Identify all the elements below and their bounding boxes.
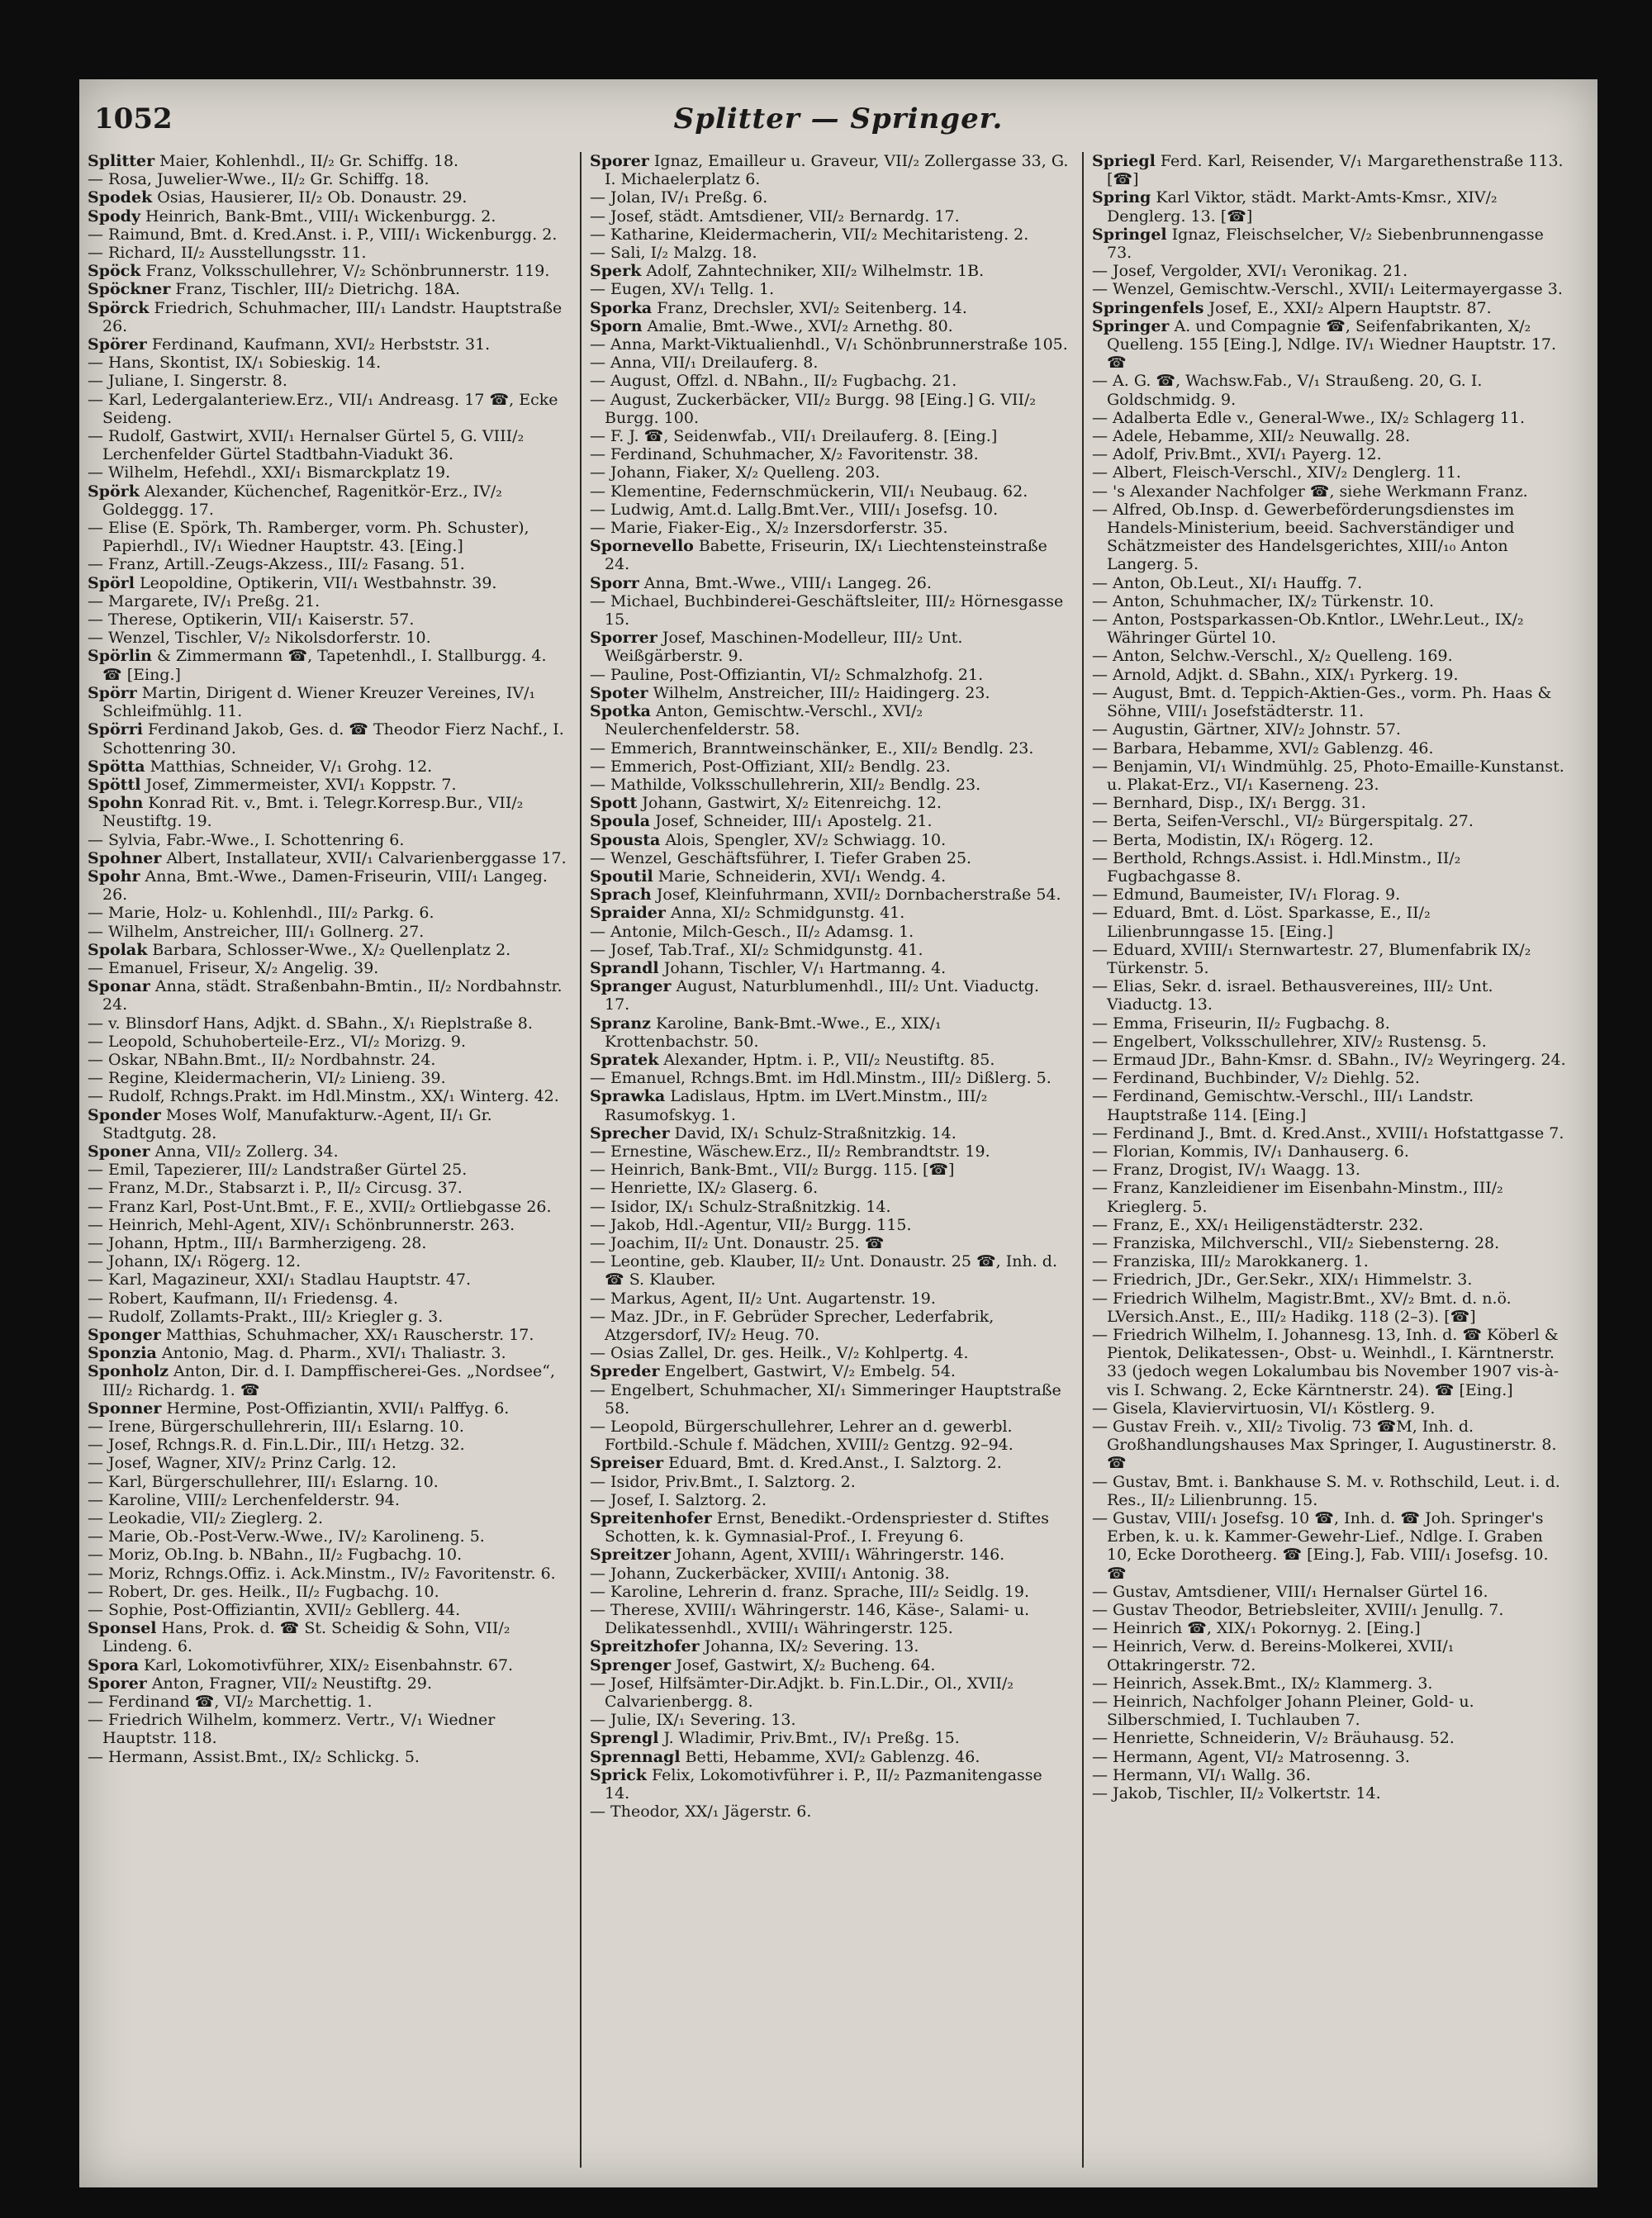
directory-entry: Spring Karl Viktor, städt. Markt-Amts-Kmsr., XIV/₂ Denglerg. 13. [☎] <box>1092 188 1498 226</box>
directory-entry: — Katharine, Kleidermacherin, VII/₂ Mechitaristeng. 2. <box>590 225 1029 244</box>
directory-entry: — Theodor, XX/₁ Jägerstr. 6. <box>590 1802 812 1821</box>
directory-entry: — Emmerich, Post-Offiziant, XII/₂ Bendlg. 23. <box>590 757 951 776</box>
directory-entry: — Heinrich ☎, XIX/₁ Pokornyg. 2. [Eing.] <box>1092 1619 1421 1638</box>
directory-entry: — Karoline, VIII/₂ Lerchenfelderstr. 94. <box>88 1490 400 1509</box>
directory-entry: — Josef, Vergolder, XVI/₁ Veronikag. 21. <box>1092 262 1408 281</box>
directory-entry: — Eduard, XVIII/₁ Sternwartestr. 27, Blumenfabrik IX/₂ Türkenstr. 5. <box>1092 940 1531 977</box>
directory-entry: Spohr Anna, Bmt.-Wwe., Damen-Friseurin, VIII/₁ Langeg. 26. <box>88 867 548 905</box>
directory-entry: — Karoline, Lehrerin d. franz. Sprache, III/₂ Seidlg. 19. <box>590 1582 1030 1601</box>
directory-entry: — A. G. ☎, Wachsw.Fab., V/₁ Straußeng. 20, G. I. Goldschmidg. 9. <box>1092 372 1483 409</box>
directory-entry: Spörer Ferdinand, Kaufmann, XVI/₂ Herbststr. 31. <box>88 335 491 354</box>
directory-entry: — Maz. JDr., in F. Gebrüder Sprecher, Lederfabrik, Atzgersdorf, IV/₂ Heug. 70. <box>590 1307 995 1344</box>
directory-entry: — Barbara, Hebamme, XVI/₂ Gablenzg. 46. <box>1092 739 1434 758</box>
directory-entry: — Friedrich Wilhelm, I. Johannesg. 13, Inh. d. ☎ Köberl & Pientok, Delikatessen-, Obst- u. Weinhdl., I. Kärntnerstr. 33 (jedoch wegen Lokalumbau bis November 1907 vis-à-vis I. Schwang. 2, Ecke Kärntnerstr. 24). ☎ [Eing.] <box>1092 1326 1559 1399</box>
directory-entry: — v. Blinsdorf Hans, Adjkt. d. SBahn., X/₁ Rieplstraße 8. <box>88 1014 533 1033</box>
directory-column-1 <box>88 152 567 2168</box>
directory-entry: — Regine, Kleidermacherin, VI/₂ Linieng. 39. <box>88 1069 446 1088</box>
directory-entry: — Robert, Kaufmann, II/₁ Friedensg. 4. <box>88 1289 399 1308</box>
directory-entry: — Rudolf, Zollamts-Prakt., III/₂ Kriegler g. 3. <box>88 1307 444 1326</box>
directory-entry: Spreitzer Johann, Agent, XVIII/₁ Währingerstr. 146. <box>590 1546 1005 1565</box>
directory-entry: — Gustav, VIII/₁ Josefsg. 10 ☎, Inh. d. ☎ Joh. Springer's Erben, k. u. k. Kammer-Gewehr-Lief., Ndlge. I. Graben 10, Ecke Dorotheerg. ☎ [Eing.], Fab. VIII/₁ Josefsg. 10. ☎ <box>1092 1509 1549 1583</box>
directory-entry: — Johann, IX/₁ Rögerg. 12. <box>88 1252 301 1271</box>
directory-entry: Spoutil Marie, Schneiderin, XVI/₁ Wendg. 4. <box>590 867 947 886</box>
directory-entry: — Elias, Sekr. d. israel. Bethausvereines, III/₂ Unt. Viaductg. 13. <box>1092 977 1493 1014</box>
directory-entry: — Eugen, XV/₁ Tellg. 1. <box>590 280 775 299</box>
directory-entry: — Heinrich, Assek.Bmt., IX/₂ Klammerg. 3. <box>1092 1674 1433 1693</box>
directory-entry: — Wilhelm, Hefehdl., XXI/₁ Bismarckplatz 19. <box>88 463 451 482</box>
directory-entry: Spötta Matthias, Schneider, V/₁ Grohg. 12. <box>88 757 433 776</box>
directory-entry: — Heinrich, Nachfolger Johann Pleiner, Gold- u. Silberschmied, I. Tuchlauben 7. <box>1092 1693 1474 1730</box>
directory-entry: Sponholz Anton, Dir. d. I. Dampffischerei-Ges. „Nordsee“, III/₂ Richardg. 1. ☎ <box>88 1362 556 1399</box>
directory-entry: Spörck Friedrich, Schuhmacher, III/₁ Landstr. Hauptstraße 26. <box>88 298 563 335</box>
directory-entry: — Franziska, III/₂ Marokkanerg. 1. <box>1092 1252 1369 1271</box>
directory-entry: Spriegl Ferd. Karl, Reisender, V/₁ Margarethenstraße 113. [☎] <box>1092 152 1564 189</box>
directory-entry: — Karl, Magazineur, XXI/₁ Stadlau Hauptstr. 47. <box>88 1270 471 1289</box>
directory-entry: — Anna, VII/₁ Dreilauferg. 8. <box>590 354 819 373</box>
directory-entry: — Emanuel, Rchngs.Bmt. im Hdl.Minstm., III/₂ Dißlerg. 5. <box>590 1069 1051 1088</box>
directory-entry: — Anton, Ob.Leut., XI/₁ Hauffg. 7. <box>1092 573 1363 592</box>
directory-entry: — Adele, Hebamme, XII/₂ Neuwallg. 28. <box>1092 427 1411 446</box>
directory-entry: Spörl Leopoldine, Optikerin, VII/₁ Westbahnstr. 39. <box>88 573 497 592</box>
directory-entry: — Albert, Fleisch-Verschl., XIV/₂ Denglerg. 11. <box>1092 463 1461 482</box>
directory-entry: — Gustav Freih. v., XII/₂ Tivolig. 73 ☎M, Inh. d. Großhandlungshauses Max Springer, I. Augustinerstr. 8. ☎ <box>1092 1418 1557 1473</box>
directory-entry: — Anna, Markt-Viktualienhdl., V/₁ Schönbrunnerstraße 105. <box>590 335 1068 354</box>
directory-entry: — Ernestine, Wäschew.Erz., II/₂ Rembrandtstr. 19. <box>590 1142 990 1161</box>
directory-entry: — Juliane, I. Singerstr. 8. <box>88 372 287 391</box>
directory-entry: — Leokadie, VII/₂ Zieglerg. 2. <box>88 1509 323 1528</box>
directory-entry: Spranger August, Naturblumenhdl., III/₂ Unt. Viaductg. 17. <box>590 977 1040 1014</box>
directory-entry: — Heinrich, Verw. d. Bereins-Molkerei, XVII/₁ Ottakringerstr. 72. <box>1092 1637 1455 1674</box>
directory-entry: — Marie, Holz- u. Kohlenhdl., III/₂ Parkg. 6. <box>88 904 434 923</box>
directory-entry: Springenfels Josef, E., XXI/₂ Alpern Hauptstr. 87. <box>1092 298 1492 317</box>
directory-entry: — Oskar, NBahn.Bmt., II/₂ Nordbahnstr. 24. <box>88 1050 436 1069</box>
directory-entry: — Emma, Friseurin, II/₂ Fugbachg. 8. <box>1092 1014 1390 1033</box>
directory-entry: — Emil, Tapezierer, III/₂ Landstraßer Gürtel 25. <box>88 1161 468 1180</box>
directory-entry: — Joachim, II/₂ Unt. Donaustr. 25. ☎ <box>590 1233 885 1252</box>
directory-entry: — Anton, Postsparkassen-Ob.Kntlor., LWehr.Leut., IX/₂ Währinger Gürtel 10. <box>1092 610 1524 648</box>
directory-entry: Sprengl J. Wladimir, Priv.Bmt., IV/₁ Preßg. 15. <box>590 1729 960 1748</box>
directory-entry: — Friedrich, JDr., Ger.Sekr., XIX/₁ Himmelstr. 3. <box>1092 1270 1473 1289</box>
directory-entry: — Rosa, Juwelier-Wwe., II/₂ Gr. Schiffg. 18. <box>88 170 430 189</box>
directory-entry: Spraider Anna, XI/₂ Schmidgunstg. 41. <box>590 904 905 923</box>
directory-entry: — Mathilde, Volksschullehrerin, XII/₂ Bendlg. 23. <box>590 775 981 794</box>
directory-entry: — Leontine, geb. Klauber, II/₂ Unt. Donaustr. 25 ☎, Inh. d. ☎ S. Klauber. <box>590 1252 1058 1289</box>
directory-entry: Spratek Alexander, Hptm. i. P., VII/₂ Neustiftg. 85. <box>590 1050 995 1069</box>
directory-entry: — Johann, Fiaker, X/₂ Quelleng. 203. <box>590 463 881 482</box>
directory-column-2 <box>590 152 1069 2168</box>
directory-entry: — Sali, I/₂ Malzg. 18. <box>590 244 757 263</box>
directory-entry: — Jakob, Hdl.-Agentur, VII/₂ Burgg. 115. <box>590 1215 912 1234</box>
directory-entry: — Rudolf, Gastwirt, XVII/₁ Hernalser Gürtel 5, G. VIII/₂ Lerchenfelder Gürtel Stadtbahn-Viadukt 36. <box>88 427 525 464</box>
directory-entry: — Franz, Kanzleidiener im Eisenbahn-Minstm., III/₂ Krieglerg. 5. <box>1092 1179 1503 1216</box>
directory-entry: Spolak Barbara, Schlosser-Wwe., X/₂ Quellenplatz 2. <box>88 940 511 959</box>
directory-entry: — Heinrich, Bank-Bmt., VII/₂ Burgg. 115. [☎] <box>590 1161 955 1180</box>
directory-entry: — Rudolf, Rchngs.Prakt. im Hdl.Minstm., XX/₁ Winterg. 42. <box>88 1087 559 1106</box>
directory-entry: — Therese, Optikerin, VII/₁ Kaiserstr. 57. <box>88 610 415 629</box>
directory-entry: — Irene, Bürgerschullehrerin, III/₁ Eslarng. 10. <box>88 1418 464 1437</box>
column-divider <box>580 152 582 2168</box>
directory-entry: — Pauline, Post-Offiziantin, VI/₂ Schmalzhofg. 21. <box>590 665 984 684</box>
directory-entry: Sponner Hermine, Post-Offiziantin, XVII/₁ Palffyg. 6. <box>88 1399 510 1418</box>
directory-entry: — Florian, Kommis, IV/₁ Danhauserg. 6. <box>1092 1142 1409 1161</box>
directory-entry: — Berthold, Rchngs.Assist. i. Hdl.Minstm., II/₂ Fugbachgasse 8. <box>1092 848 1461 886</box>
directory-entry: Splitter Maier, Kohlenhdl., II/₂ Gr. Schiffg. 18. <box>88 152 459 170</box>
directory-entry: — Hans, Skontist, IX/₁ Sobieskig. 14. <box>88 354 382 373</box>
directory-entry: — Robert, Dr. ges. Heilk., II/₂ Fugbachg. 10. <box>88 1582 439 1601</box>
directory-entry: — Jolan, IV/₁ Preßg. 6. <box>590 188 768 207</box>
directory-entry: Spornevello Babette, Friseurin, IX/₁ Liechtensteinstraße 24. <box>590 537 1047 574</box>
directory-entry: — Ferdinand J., Bmt. d. Kred.Anst., XVIII/₁ Hofstattgasse 7. <box>1092 1123 1564 1142</box>
directory-entry: — Moriz, Ob.Ing. b. NBahn., II/₂ Fugbachg. 10. <box>88 1546 463 1565</box>
directory-entry: — Marie, Fiaker-Eig., X/₂ Inzersdorferstr. 35. <box>590 519 948 538</box>
directory-column-3 <box>1092 152 1571 2168</box>
directory-entry: — Anton, Selchw.-Verschl., X/₂ Quelleng. 169. <box>1092 647 1453 666</box>
directory-entry: Sprick Felix, Lokomotivführer i. P., II/₂ Pazmanitengasse 14. <box>590 1765 1042 1803</box>
directory-entry: — Berta, Seifen-Verschl., VI/₂ Bürgerspitalg. 27. <box>1092 812 1474 831</box>
directory-entry: — Richard, II/₂ Ausstellungsstr. 11. <box>88 244 367 263</box>
directory-entry: Springel Ignaz, Fleischselcher, V/₂ Siebenbrunnengasse 73. <box>1092 225 1544 263</box>
directory-entry: — Johann, Hptm., III/₁ Barmherzigeng. 28. <box>88 1233 427 1252</box>
directory-entry: Spott Johann, Gastwirt, X/₂ Eitenreichg. 12. <box>590 794 942 813</box>
directory-entry: — Ermaud JDr., Bahn-Kmsr. d. SBahn., IV/₂ Weyringerg. 24. <box>1092 1050 1566 1069</box>
directory-entry: — Margarete, IV/₁ Preßg. 21. <box>88 591 320 610</box>
directory-entry: — Klementine, Federnschmückerin, VII/₁ Neubaug. 62. <box>590 482 1028 501</box>
directory-entry: — Karl, Bürgerschullehrer, III/₁ Eslarng. 10. <box>88 1472 439 1491</box>
directory-entry: — Michael, Buchbinderei-Geschäftsleiter, III/₂ Hörnesgasse 15. <box>590 591 1064 629</box>
directory-entry: Spreiser Eduard, Bmt. d. Kred.Anst., I. Salztorg. 2. <box>590 1454 1002 1473</box>
directory-entry: Springer A. und Compagnie ☎, Seifenfabrikanten, X/₂ Quelleng. 155 [Eing.], Ndlge. IV/₁ Wiedner Hauptstr. 17. ☎ <box>1092 316 1557 373</box>
directory-entry: — Hermann, Agent, VI/₂ Matrosenng. 3. <box>1092 1747 1410 1766</box>
directory-entry: Sporn Amalie, Bmt.-Wwe., XVI/₂ Arnethg. 80. <box>590 316 953 335</box>
directory-entry: — Josef, Rchngs.R. d. Fin.L.Dir., III/₁ Hetzg. 32. <box>88 1436 465 1455</box>
directory-entry: — Josef, städt. Amtsdiener, VII/₂ Bernardg. 17. <box>590 207 960 226</box>
directory-entry: — Josef, Wagner, XIV/₂ Prinz Carlg. 12. <box>88 1454 396 1473</box>
directory-entry: — Josef, I. Salztorg. 2. <box>590 1490 767 1509</box>
directory-entry: Sprenger Josef, Gastwirt, X/₂ Bucheng. 64. <box>590 1655 936 1674</box>
directory-entry: — Josef, Hilfsämter-Dir.Adjkt. b. Fin.L.Dir., Ol., XVII/₂ Calvarienbergg. 8. <box>590 1674 1014 1712</box>
directory-entry: — Adalberta Edle v., General-Wwe., IX/₂ Schlagerg 11. <box>1092 408 1526 427</box>
directory-entry: Sporrer Josef, Maschinen-Modelleur, III/₂ Unt. Weißgärberstr. 9. <box>590 629 963 666</box>
directory-entry: — Isidor, IX/₁ Schulz-Straßnitzkig. 14. <box>590 1197 891 1216</box>
directory-entry: — Edmund, Baumeister, IV/₁ Florag. 9. <box>1092 886 1401 905</box>
directory-entry: — Berta, Modistin, IX/₁ Rögerg. 12. <box>1092 830 1374 849</box>
directory-entry: Spoula Josef, Schneider, III/₁ Apostelg. 21. <box>590 812 933 831</box>
directory-entry: Sporka Franz, Drechsler, XVI/₂ Seitenberg. 14. <box>590 298 967 317</box>
directory-entry: — Julie, IX/₁ Severing. 13. <box>590 1711 796 1730</box>
directory-entry: — August, Offzl. d. NBahn., II/₂ Fugbachg. 21. <box>590 372 957 391</box>
directory-entry: Sporr Anna, Bmt.-Wwe., VIII/₁ Langeg. 26. <box>590 573 932 592</box>
directory-entry: — Raimund, Bmt. d. Kred.Anst. i. P., VIII/₁ Wickenburgg. 2. <box>88 225 558 244</box>
directory-entry: Spohn Konrad Rit. v., Bmt. i. Telegr.Korresp.Bur., VII/₂ Neustiftg. 19. <box>88 794 524 831</box>
directory-entry: — Henriette, Schneiderin, V/₂ Bräuhausg. 52. <box>1092 1729 1455 1748</box>
directory-entry: Spodek Osias, Hausierer, II/₂ Ob. Donaustr. 29. <box>88 188 468 207</box>
directory-entry: — Adolf, Priv.Bmt., XVI/₁ Payerg. 12. <box>1092 445 1382 464</box>
directory-entry: — Leopold, Schuhoberteile-Erz., VI/₂ Morizg. 9. <box>88 1032 467 1051</box>
directory-entry: — Franz, E., XX/₁ Heiligenstädterstr. 232. <box>1092 1215 1424 1234</box>
directory-entry: Sprach Josef, Kleinfuhrmann, XVII/₂ Dornbacherstraße 54. <box>590 886 1061 905</box>
directory-entry: Spotka Anton, Gemischtw.-Verschl., XVI/₂ Neulerchenfelderstr. 58. <box>590 702 923 739</box>
directory-entry: — Ludwig, Amt.d. Lallg.Bmt.Ver., VIII/₁ Josefsg. 10. <box>590 500 999 519</box>
directory-entry: — Johann, Zuckerbäcker, XVIII/₁ Antonig. 38. <box>590 1564 950 1583</box>
directory-entry: Spörr Martin, Dirigent d. Wiener Kreuzer Vereines, IV/₁ Schleifmühlg. 11. <box>88 683 536 721</box>
directory-entry: Sporer Ignaz, Emailleur u. Graveur, VII/₂ Zollergasse 33, G. I. Michaelerplatz 6. <box>590 152 1069 189</box>
directory-entry: Sprennagl Betti, Hebamme, XVI/₂ Gablenzg. 46. <box>590 1747 980 1766</box>
directory-page <box>79 79 1597 2187</box>
directory-entry: Sprandl Johann, Tischler, V/₁ Hartmanng. 4. <box>590 958 947 977</box>
directory-entry: — Ferdinand, Schuhmacher, X/₂ Favoritenstr. 38. <box>590 445 979 464</box>
page-number: 1052 <box>94 102 173 135</box>
directory-entry: — Anton, Schuhmacher, IX/₂ Türkenstr. 10. <box>1092 591 1435 610</box>
directory-entry: Sponzia Antonio, Mag. d. Pharm., XVI/₁ Thaliastr. 3. <box>88 1344 506 1363</box>
directory-entry: — Henriette, IX/₂ Glaserg. 6. <box>590 1179 819 1198</box>
directory-entry: — Engelbert, Schuhmacher, XI/₁ Simmeringer Hauptstraße 58. <box>590 1380 1061 1418</box>
directory-entry: Sprecher David, IX/₁ Schulz-Straßnitzkig. 14. <box>590 1123 957 1142</box>
directory-entry: — Franz, M.Dr., Stabsarzt i. P., II/₂ Circusg. 37. <box>88 1179 463 1198</box>
directory-entry: Spreitenhofer Ernst, Benedikt.-Ordenspriester d. Stiftes Schotten, k. k. Gymnasial-Prof., I. Freyung 6. <box>590 1509 1049 1546</box>
directory-entry: Sponder Moses Wolf, Manufakturw.-Agent, II/₁ Gr. Stadtgutg. 28. <box>88 1105 492 1142</box>
directory-entry: — Jakob, Tischler, II/₂ Volkertstr. 14. <box>1092 1784 1381 1803</box>
directory-entry: — Ferdinand, Gemischtw.-Verschl., III/₁ Landstr. Hauptstraße 114. [Eing.] <box>1092 1087 1474 1124</box>
directory-entry: Spörk Alexander, Küchenchef, Ragenitkör-Erz., IV/₂ Goldeggg. 17. <box>88 482 502 519</box>
directory-entry: — Benjamin, VI/₁ Windmühlg. 25, Photo-Emaille-Kunstanst. u. Plakat-Erz., VI/₁ Kaserneng. 23. <box>1092 757 1564 794</box>
directory-entry: — Franz, Drogist, IV/₁ Waagg. 13. <box>1092 1161 1360 1180</box>
directory-entry: Spohner Albert, Installateur, XVII/₁ Calvarienberggasse 17. <box>88 848 567 867</box>
directory-entry: — Hermann, Assist.Bmt., IX/₂ Schlickg. 5. <box>88 1747 420 1766</box>
directory-entry: Sponsel Hans, Prok. d. ☎ St. Scheidig & Sohn, VII/₂ Lindeng. 6. <box>88 1619 510 1656</box>
directory-entry: Sporer Anton, Fragner, VII/₂ Neustiftg. 29. <box>88 1674 432 1693</box>
directory-entry: Spreder Engelbert, Gastwirt, V/₂ Embelg. 54. <box>590 1362 956 1381</box>
directory-entry: Sponar Anna, städt. Straßenbahn-Bmtin., II/₂ Nordbahnstr. 24. <box>88 977 563 1014</box>
directory-entry: — Isidor, Priv.Bmt., I. Salztorg. 2. <box>590 1472 856 1491</box>
directory-entry: — Sylvia, Fabr.-Wwe., I. Schottenring 6. <box>88 830 405 849</box>
directory-entry: — F. J. ☎, Seidenwfab., VII/₁ Dreilauferg. 8. [Eing.] <box>590 427 998 446</box>
directory-entry: Spörri Ferdinand Jakob, Ges. d. ☎ Theodor Fierz Nachf., I. Schottenring 30. <box>88 720 564 758</box>
directory-entry: — Heinrich, Mehl-Agent, XIV/₁ Schönbrunnerstr. 263. <box>88 1215 515 1234</box>
directory-entry: Spöttl Josef, Zimmermeister, XVI/₁ Koppstr. 7. <box>88 775 457 794</box>
directory-entry: — Alfred, Ob.Insp. d. Gewerbeförderungsdienstes im Handels-Ministerium, beeid. Sachverständiger und Schätzmeister des Handelsgerichtes, XIII/₁₀ Anton Langerg. 5. <box>1092 500 1515 574</box>
directory-entry: — Engelbert, Volksschullehrer, XIV/₂ Rustensg. 5. <box>1092 1032 1487 1051</box>
directory-entry: — Ferdinand ☎, VI/₂ Marchettig. 1. <box>88 1693 373 1712</box>
directory-entry: Spoter Wilhelm, Anstreicher, III/₂ Haidingerg. 23. <box>590 683 990 702</box>
directory-entry: — Leopold, Bürgerschullehrer, Lehrer an d. gewerbl. Fortbild.-Schule f. Mädchen, XVIII/₂ Gentzg. 92–94. <box>590 1418 1014 1455</box>
directory-entry: — Augustin, Gärtner, XIV/₂ Johnstr. 57. <box>1092 720 1401 739</box>
directory-entry: — Osias Zallel, Dr. ges. Heilk., V/₂ Kohlpertg. 4. <box>590 1344 969 1363</box>
directory-entry: — Therese, XVIII/₁ Währingerstr. 146, Käse-, Salami- u. Delikatessenhdl., XVIII/₁ Währingerstr. 125. <box>590 1601 1030 1638</box>
directory-entry: — Franz, Artill.-Zeugs-Akzess., III/₂ Fasang. 51. <box>88 555 465 574</box>
directory-entry: Sprawka Ladislaus, Hptm. im LVert.Minstm., III/₂ Rasumofskyg. 1. <box>590 1087 988 1124</box>
page-header <box>79 96 1597 149</box>
directory-entry: Spody Heinrich, Bank-Bmt., VIII/₁ Wickenburgg. 2. <box>88 207 496 226</box>
directory-entry: — Bernhard, Disp., IX/₁ Bergg. 31. <box>1092 794 1366 813</box>
directory-entry: Spöckner Franz, Tischler, III/₂ Dietrichg. 18A. <box>88 280 461 299</box>
directory-entry: — Wilhelm, Anstreicher, III/₁ Gollnerg. 27. <box>88 922 425 941</box>
directory-entry: — August, Bmt. d. Teppich-Aktien-Ges., vorm. Ph. Haas & Söhne, VIII/₁ Josefstädterstr. 11. <box>1092 683 1552 721</box>
directory-entry: — Arnold, Adjkt. d. SBahn., XIX/₁ Pyrkerg. 19. <box>1092 665 1459 684</box>
directory-entry: — Gustav Theodor, Betriebsleiter, XVIII/₁ Jenullg. 7. <box>1092 1601 1504 1620</box>
directory-entry: — Marie, Ob.-Post-Verw.-Wwe., IV/₂ Karolineng. 5. <box>88 1527 485 1546</box>
directory-entry: Spranz Karoline, Bank-Bmt.-Wwe., E., XIX/₁ Krottenbachstr. 50. <box>590 1014 942 1051</box>
directory-entry: — Friedrich Wilhelm, kommerz. Vertr., V/₁ Wiedner Hauptstr. 118. <box>88 1711 496 1748</box>
directory-entry: Spörlin & Zimmermann ☎, Tapetenhdl., I. Stallburgg. 4. ☎ [Eing.] <box>88 647 547 684</box>
directory-entry: Sponer Anna, VII/₂ Zollerg. 34. <box>88 1142 339 1161</box>
directory-entry: — Gustav, Amtsdiener, VIII/₁ Hernalser Gürtel 16. <box>1092 1582 1488 1601</box>
directory-entry: — Elise (E. Spörk, Th. Ramberger, vorm. Ph. Schuster), Papierhdl., IV/₁ Wiedner Hauptstr. 43. [Eing.] <box>88 519 529 556</box>
directory-entry: — Sophie, Post-Offiziantin, XVII/₂ Gebllerg. 44. <box>88 1601 461 1620</box>
directory-entry: — Josef, Tab.Traf., XI/₂ Schmidgunstg. 41. <box>590 940 923 959</box>
directory-entry: Spreitzhofer Johanna, IX/₂ Severing. 13. <box>590 1637 919 1656</box>
directory-entry: Spöck Franz, Volksschullehrer, V/₂ Schönbrunnerstr. 119. <box>88 262 550 281</box>
directory-entry: — August, Zuckerbäcker, VII/₂ Burgg. 98 [Eing.] G. VII/₂ Burgg. 100. <box>590 390 1037 427</box>
directory-entry: — Wenzel, Gemischtw.-Verschl., XVII/₁ Leitermayergasse 3. <box>1092 280 1563 299</box>
directory-entry: — 's Alexander Nachfolger ☎, siehe Werkmann Franz. <box>1092 482 1528 501</box>
directory-entry: — Eduard, Bmt. d. Löst. Sparkasse, E., II/₂ Lilienbrunngasse 15. [Eing.] <box>1092 904 1431 941</box>
directory-entry: — Wenzel, Tischler, V/₂ Nikolsdorferstr. 10. <box>88 629 431 648</box>
directory-entry: — Franz Karl, Post-Unt.Bmt., F. E., XVII/₂ Ortliebgasse 26. <box>88 1197 552 1216</box>
column-divider <box>1082 152 1084 2168</box>
directory-entry: — Gisela, Klaviervirtuosin, VI/₁ Köstlerg. 9. <box>1092 1399 1436 1418</box>
directory-entry: — Antonie, Milch-Gesch., II/₂ Adamsg. 1. <box>590 922 914 941</box>
directory-entry: — Emmerich, Branntweinschänker, E., XII/₂ Bendlg. 23. <box>590 739 1034 758</box>
directory-entry: — Ferdinand, Buchbinder, V/₂ Diehlg. 52. <box>1092 1069 1420 1088</box>
directory-entry: — Wenzel, Geschäftsführer, I. Tiefer Graben 25. <box>590 848 972 867</box>
directory-entry: Spora Karl, Lokomotivführer, XIX/₂ Eisenbahnstr. 67. <box>88 1655 514 1674</box>
directory-entry: — Moriz, Rchngs.Offiz. i. Ack.Minstm., IV/₂ Favoritenstr. 6. <box>88 1564 556 1583</box>
directory-entry: — Franziska, Milchverschl., VII/₂ Siebensterng. 28. <box>1092 1233 1500 1252</box>
directory-entry: Sperk Adolf, Zahntechniker, XII/₂ Wilhelmstr. 1B. <box>590 262 985 281</box>
directory-entry: Spousta Alois, Spengler, XV/₂ Schwiagg. 10. <box>590 830 947 849</box>
directory-entry: — Markus, Agent, II/₂ Unt. Augartenstr. 19. <box>590 1289 936 1308</box>
directory-entry: — Friedrich Wilhelm, Magistr.Bmt., XV/₂ Bmt. d. n.ö. LVersich.Anst., E., III/₂ Hadikg. 118 (2–3). [☎] <box>1092 1289 1512 1326</box>
directory-entry: — Emanuel, Friseur, X/₂ Angelig. 39. <box>88 958 379 977</box>
directory-entry: — Hermann, VI/₁ Wallg. 36. <box>1092 1765 1311 1784</box>
directory-entry: Sponger Matthias, Schuhmacher, XX/₁ Rauscherstr. 17. <box>88 1326 534 1344</box>
directory-entry: — Karl, Ledergalanteriew.Erz., VII/₁ Andreasg. 17 ☎, Ecke Seideng. <box>88 390 558 427</box>
directory-entry: — Gustav, Bmt. i. Bankhause S. M. v. Rothschild, Leut. i. d. Res., II/₂ Lilienbrunng. 15. <box>1092 1472 1560 1509</box>
running-head: Splitter — Springer. <box>673 102 1004 135</box>
